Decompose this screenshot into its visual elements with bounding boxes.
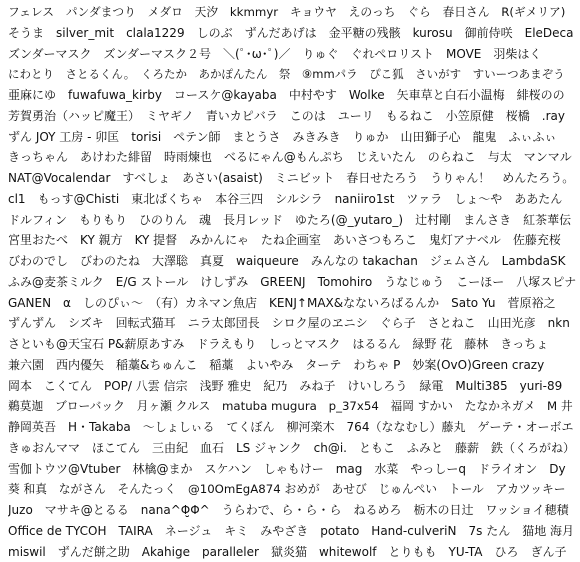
- credit-line: 亜麻にゆ fuwafuwa_kirby コースケ@kayaba 中村やす Wolke 矢車草と白石小温梅 緋桜のの: [8, 88, 565, 102]
- credit-line: NAT@Vocalendar すべしょ あさい(asaist) ミニビット 春日せたろう うりゃん！ めんたろう。: [8, 171, 575, 185]
- credit-line: ズンダーマスク ズンダーマスク２号 ＼(ﾟ･ω･ﾟ)／ りゅぐ ぐれぺロリスト MOVE 羽柴はく: [8, 46, 542, 61]
- credit-line: 兼六園 西内優矢 稲藁&ちゅんこ 稲藁 よいやみ ターテ わちゃ P 妙案(OvO)Green crazy: [8, 357, 545, 372]
- credit-line: cl1 もっす@Chisti 東北ぱくちゃ 本谷三四 シルシラ naniiro1st ツァラ しょ～や ああたん: [8, 191, 563, 206]
- credit-line: 宮里おたべ KY 親方 KY 提督 みかんにゃ たね企画室 あいさつもろこ 鬼灯アナベル 佐藤充桜: [8, 233, 561, 248]
- credit-line: Office de TYCOH TAIRA ネージュ キミ みやざき potato Hand-culveriN 7s たん 猫地 海月: [8, 523, 575, 538]
- credit-line: 鵜莫迦 ブローバック 月ヶ瀬 クルス matuba mugura p_37x54 福岡 すかい たなかネガメ M 井: [8, 399, 573, 414]
- credit-line: そうま silver_mit clala1229 しのぶ ずんだあげは 金平糖の残骸 kurosu 御前侍咲 EleDeca: [8, 25, 574, 40]
- credit-line: ふみ@麦茶ミルク E/G ストール けしずみ GREENJ Tomohiro うなじゅう こーほー 八塚スピナ: [8, 274, 576, 289]
- credit-line: にわとり さとるくん。 くろたか あかぽんたん 祭 ⑨mmパラ ぴこ狐 さいがす すいーつあまぞう: [8, 67, 565, 82]
- credit-line: 芳賀勇治（ハッピ魔王） ミヤギノ 青いカピバラ このは ユーリ もるねこ 小笠原健 桜橋 .ray: [8, 108, 565, 123]
- credit-line: フェレス パンダまつり メダロ 天汐 kkmmyr キョウヤ えのっち ぐら 春日さん R(ギメリア): [8, 5, 566, 19]
- credit-line: ドルフィン もりもり ひのりん 魂 長月レッド ゆたろ(@_yutaro_) 辻村剛 まんさき 紅茶華伝: [8, 212, 572, 227]
- credit-line: ずんずん シズキ 回転式猫耳 ニラ太郎団長 シロク屋のヱニシ ぐら子 さとねこ 山田光彦 nkn: [8, 316, 570, 331]
- credit-line: 岡本 こくてん POP/ 八雲 信宗 浅野 雅史 紀乃 みね子 けいしろう 緑電 Multi385 yuri-89: [8, 378, 563, 393]
- credit-line: 雪伽トウツ@Vtuber 林檎@まか スケハン しゃもけー mag 水菜 やっしーq ドライオン Dy: [8, 461, 566, 476]
- credit-line: GANEN α しのぴぃ～ （有）カネマン魚店 KENJ↑MAX&なないろばるんか Sato Yu 菅原裕之: [8, 295, 556, 310]
- credit-line: miswil ずんだ餅之助 Akahige paralleler 獄炎猫 whitewolf とりもも YU-TA ひろ ぎん子: [8, 544, 567, 559]
- credit-line: ずん JOY 工房 - 卯匡 torisi ペテン師 まとうさ みきみき りゅか 山田獅子心 龍鬼 ふぃふぃ: [8, 129, 557, 144]
- credit-line: きゅおんママ ほこてん 三由紀 血石 LS ジャンク ch@i. ともこ ふみと 藤薪 鉄（くろがね）: [8, 440, 575, 455]
- credit-line: Juzo マサキ@とるる nana^Φ̮Φ^ うらわで、ら・ら・ら ねるめろ 栃木の日辻 ワッショイ穂積: [8, 503, 569, 517]
- credit-line: 静岡英吾 H・Takaba ～しょしぃる てくぼん 柳河楽木 764（ななむし）藤丸 ゲーテ・オーボエ: [8, 420, 574, 434]
- credit-line: 葵 和真 ながさん そんたっく @10OmEgA874 おめが あせび じゅんぺい トール アカツッキー: [8, 482, 566, 497]
- credit-line: びわのでし びわのたね 大澤聡 真夏 waiqueure みんなの takachan ジェムさん LambdaSK: [8, 254, 566, 268]
- credit-line: さといも@天宝石 P&薪原あすみ ドラえもり しっとマスク はるるん 緑野 花 藤林 きっちょ: [8, 337, 549, 351]
- credit-line: きっちゃん あけわた緋留 時雨煉也 べるにゃん@もんぷち じえいたん のらねこ 与太 マンマル: [8, 150, 572, 165]
